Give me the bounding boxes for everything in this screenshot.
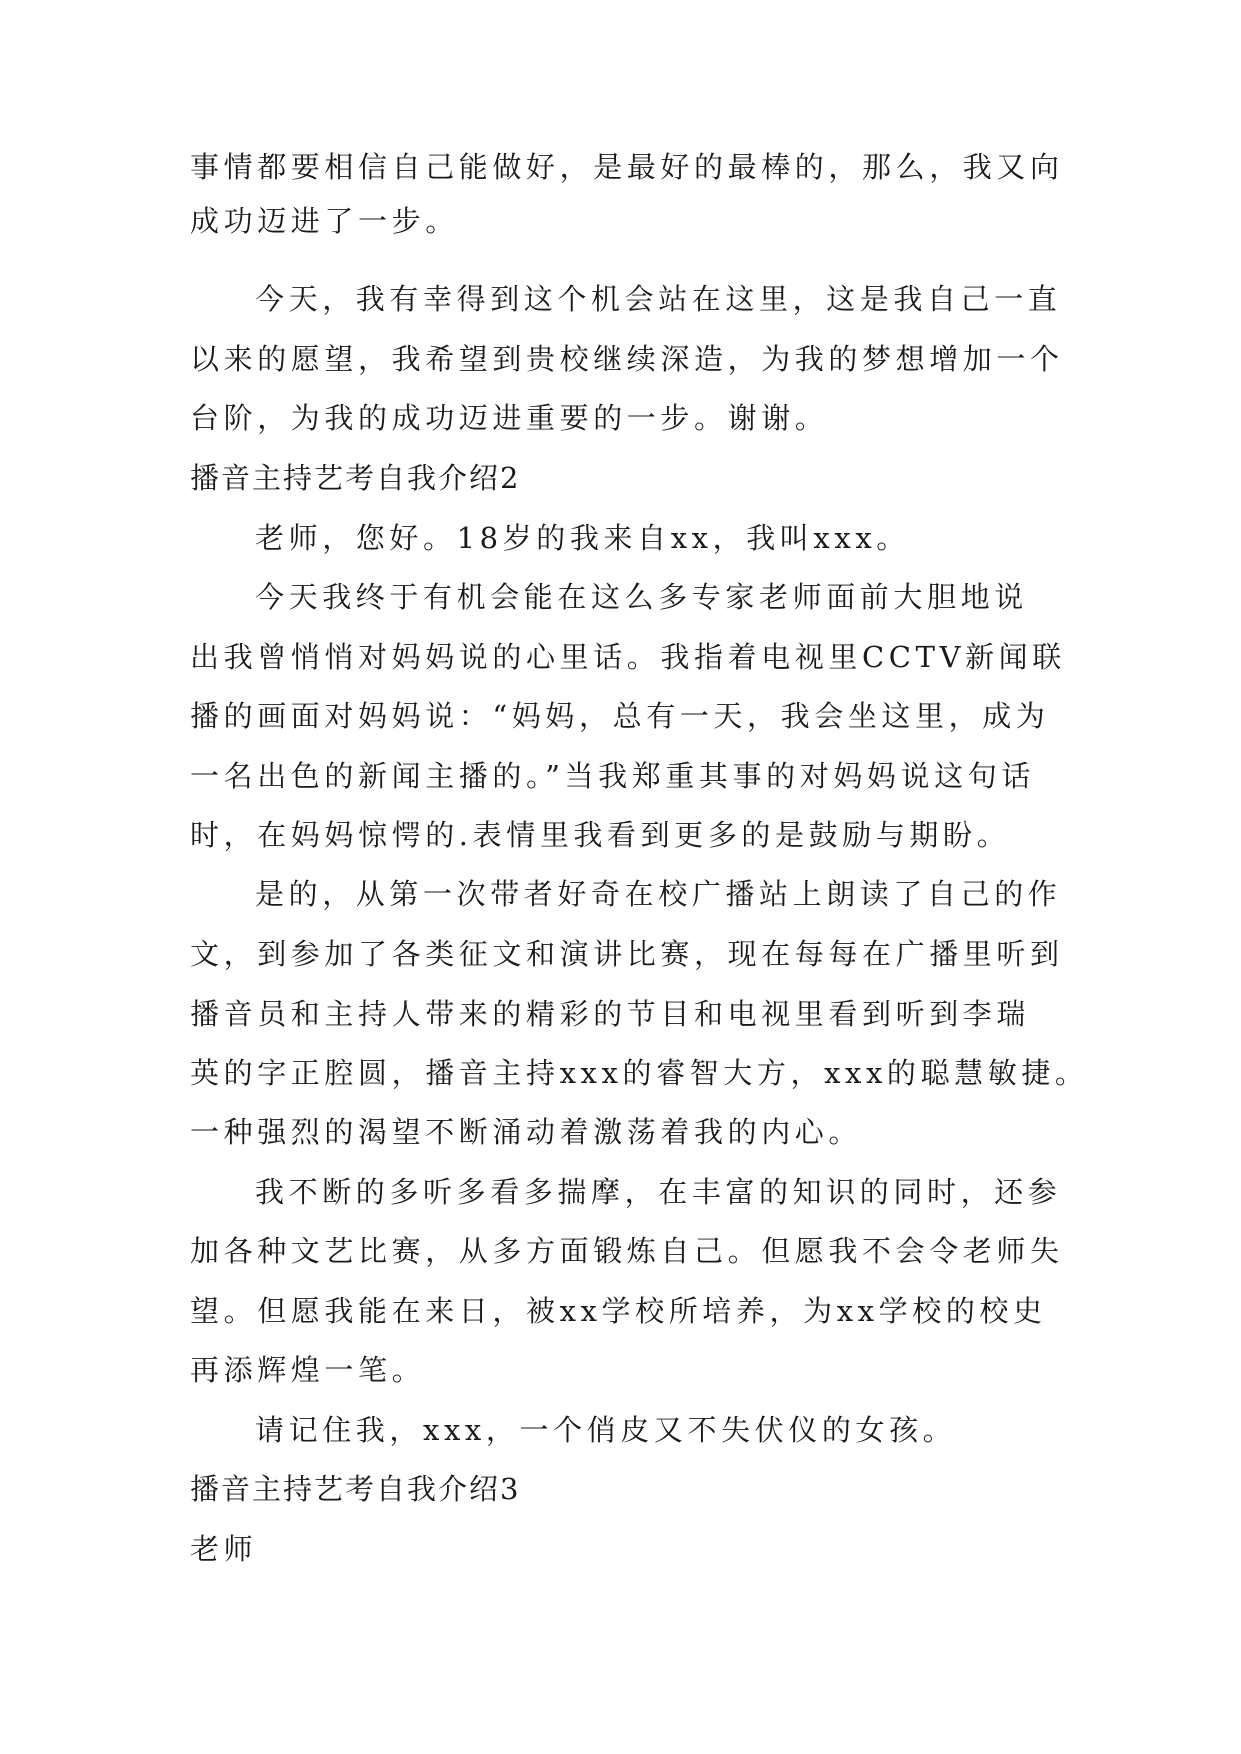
paragraph-line: 今天我终于有机会能在这么多专家老师面前大胆地说 xyxy=(255,580,1028,614)
paragraph-line: 以来的愿望，我希望到贵校继续深造，为我的梦想增加一个 xyxy=(190,342,1064,376)
paragraph-line: 是的，从第一次带者好奇在校广播站上朗读了自己的作 xyxy=(255,877,1062,911)
paragraph-line: 播的画面对妈妈说：“妈妈，总有一天，我会坐这里，成为 xyxy=(190,699,1050,733)
section-heading: 播音主持艺考自我介绍3 xyxy=(190,1472,521,1506)
paragraph-line: 老师，您好。18岁的我来自xx，我叫xxx。 xyxy=(255,521,910,555)
paragraph-line: 时，在妈妈惊愕的.表情里我看到更多的是鼓励与期盼。 xyxy=(190,818,1011,852)
paragraph-line: 老师 xyxy=(190,1532,258,1566)
paragraph-line: 一种强烈的渴望不断涌动着激荡着我的内心。 xyxy=(190,1115,863,1149)
paragraph-line: 一名出色的新闻主播的。”当我郑重其事的对妈妈说这句话 xyxy=(190,759,1035,793)
paragraph-line: 事情都要相信自己能做好，是最好的最棒的，那么，我又向 xyxy=(190,150,1064,184)
paragraph-line: 今天，我有幸得到这个机会站在这里，这是我自己一直 xyxy=(255,282,1062,316)
section-heading: 播音主持艺考自我介绍2 xyxy=(190,461,521,495)
paragraph-line: 成功迈进了一步。 xyxy=(190,204,459,238)
paragraph-line: 我不断的多听多看多揣摩，在丰富的知识的同时，还参 xyxy=(255,1175,1062,1209)
paragraph-line: 出我曾悄悄对妈妈说的心里话。我指着电视里CCTV新闻联 xyxy=(190,640,1066,674)
paragraph-line: 再添辉煌一笔。 xyxy=(190,1353,426,1387)
paragraph-line: 请记住我，xxx，一个俏皮又不失伏仪的女孩。 xyxy=(255,1413,957,1447)
paragraph-line: 望。但愿我能在来日，被xx学校所培养，为xx学校的校史 xyxy=(190,1294,1047,1328)
paragraph-line: 英的字正腔圆，播音主持xxx的睿智大方，xxx的聪慧敏捷。 xyxy=(190,1056,1089,1090)
paragraph-line: 台阶，为我的成功迈进重要的一步。谢谢。 xyxy=(190,401,829,435)
paragraph-line: 加各种文艺比赛，从多方面锻炼自己。但愿我不会令老师失 xyxy=(190,1234,1064,1268)
paragraph-line: 文，到参加了各类征文和演讲比赛，现在每每在广播里听到 xyxy=(190,937,1064,971)
paragraph-line: 播音员和主持人带来的精彩的节目和电视里看到听到李瑞 xyxy=(190,997,1031,1031)
